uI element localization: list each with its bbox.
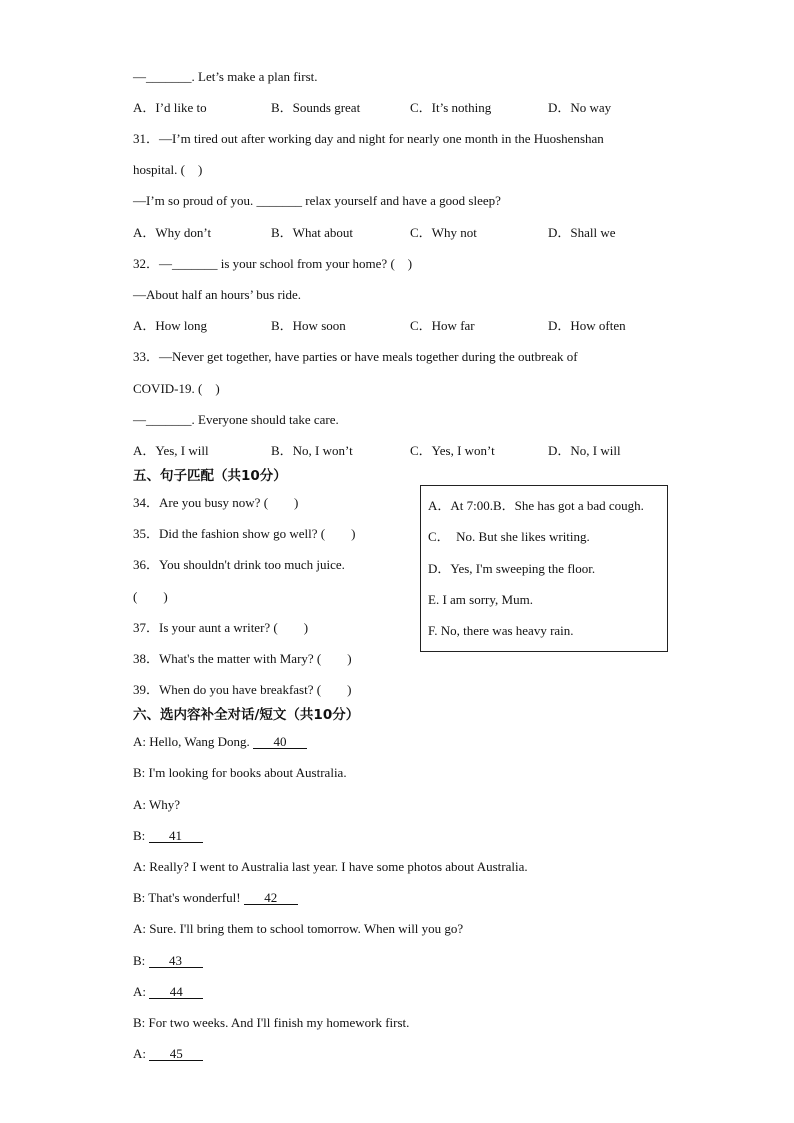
q31-option-b: B．What about [271,225,353,240]
blank-40: 40 [253,735,307,749]
q33-line2: COVID-19. ( ) [133,381,220,396]
blank-44: 44 [149,985,203,999]
section5-heading: 五、句子匹配（共10分） [133,468,287,484]
q32-option-b: B．How soon [271,318,346,333]
q31-line1: 31．—I’m tired out after working day and night for nearly one month in the Huoshenshan [133,131,604,146]
dialogue-text: B: That's wonderful! [133,890,244,905]
choices-box [420,485,668,652]
dialogue-line-43 [133,953,203,969]
q32-option-d: D．How often [548,318,626,333]
blank-42: 42 [244,891,298,905]
dialogue-text: A: Hello, Wang Dong. [133,734,254,749]
blank-41: 41 [149,829,203,843]
dialogue-text: B: [133,828,149,843]
q33-line3: —_______. Everyone should take care. [133,412,339,427]
q30-option-c: C．It’s nothing [410,100,492,115]
q31-option-a: A．Why don’t [133,225,212,240]
q32-line1: 32．—_______ is your school from your home? ( ) [133,256,413,271]
dialogue-line: A: Why? [133,797,181,812]
dialogue-line: A: Sure. I'll bring them to school tomorrow. When will you go? [133,921,464,936]
q34-question: 34．Are you busy now? ( ) [133,495,299,510]
q33-line1: 33．—Never get together, have parties or have meals together during the outbreak of [133,349,578,364]
q31-option-c: C．Why not [410,225,477,240]
dialogue-text: A: [133,1046,150,1061]
q36-question: 36．You shouldn't drink too much juice. [133,557,345,572]
q32-option-a: A．How long [133,318,208,333]
q33-option-a: A．Yes, I will [133,443,209,458]
q35-question: 35．Did the fashion show go well? ( ) [133,526,356,541]
choice-f: F. No, there was heavy rain. [428,623,574,638]
q32-option-c: C．How far [410,318,475,333]
choice-e: E. I am sorry, Mum. [428,592,533,607]
dialogue-line-42 [133,890,298,906]
q33-option-b: B．No, I won’t [271,443,353,458]
q31-option-d: D．Shall we [548,225,616,240]
dialogue-text: B: [133,953,149,968]
q33-option-c: C．Yes, I won’t [410,443,495,458]
dialogue-text: A: [133,984,150,999]
choice-d: D．Yes, I'm sweeping the floor. [428,561,596,576]
q31-line3: —I’m so proud of you. _______ relax yourself and have a good sleep? [133,193,501,208]
dialogue-line-41 [133,828,203,844]
section6-heading: 六、选内容补全对话/短文（共10分） [133,707,360,723]
q33-option-d: D．No, I will [548,443,621,458]
blank-45: 45 [149,1047,203,1061]
q37-question: 37．Is your aunt a writer? ( ) [133,620,309,635]
dialogue-line-44 [133,984,203,1000]
q30-answer-line: —_______. Let’s make a plan first. [133,69,318,84]
dialogue-line: A: Really? I went to Australia last year. I have some photos about Australia. [133,859,528,874]
q38-question: 38．What's the matter with Mary? ( ) [133,651,352,666]
q30-option-b: B．Sounds great [271,100,361,115]
q36-bracket: ( ) [133,589,168,604]
dialogue-line: B: For two weeks. And I'll finish my homework first. [133,1015,410,1030]
dialogue-line-45 [133,1046,203,1062]
q32-line2: —About half an hours’ bus ride. [133,287,302,302]
q31-line2: hospital. ( ) [133,162,203,177]
blank-43: 43 [149,954,203,968]
q39-question: 39．When do you have breakfast? ( ) [133,682,352,697]
q30-option-a: A．I’d like to [133,100,207,115]
choice-c: C． No. But she likes writing. [428,529,590,544]
dialogue-line-40 [133,734,307,750]
choice-a-b: A．At 7:00.B．She has got a bad cough. [428,498,644,513]
q30-option-d: D．No way [548,100,612,115]
dialogue-line: B: I'm looking for books about Australia. [133,765,347,780]
